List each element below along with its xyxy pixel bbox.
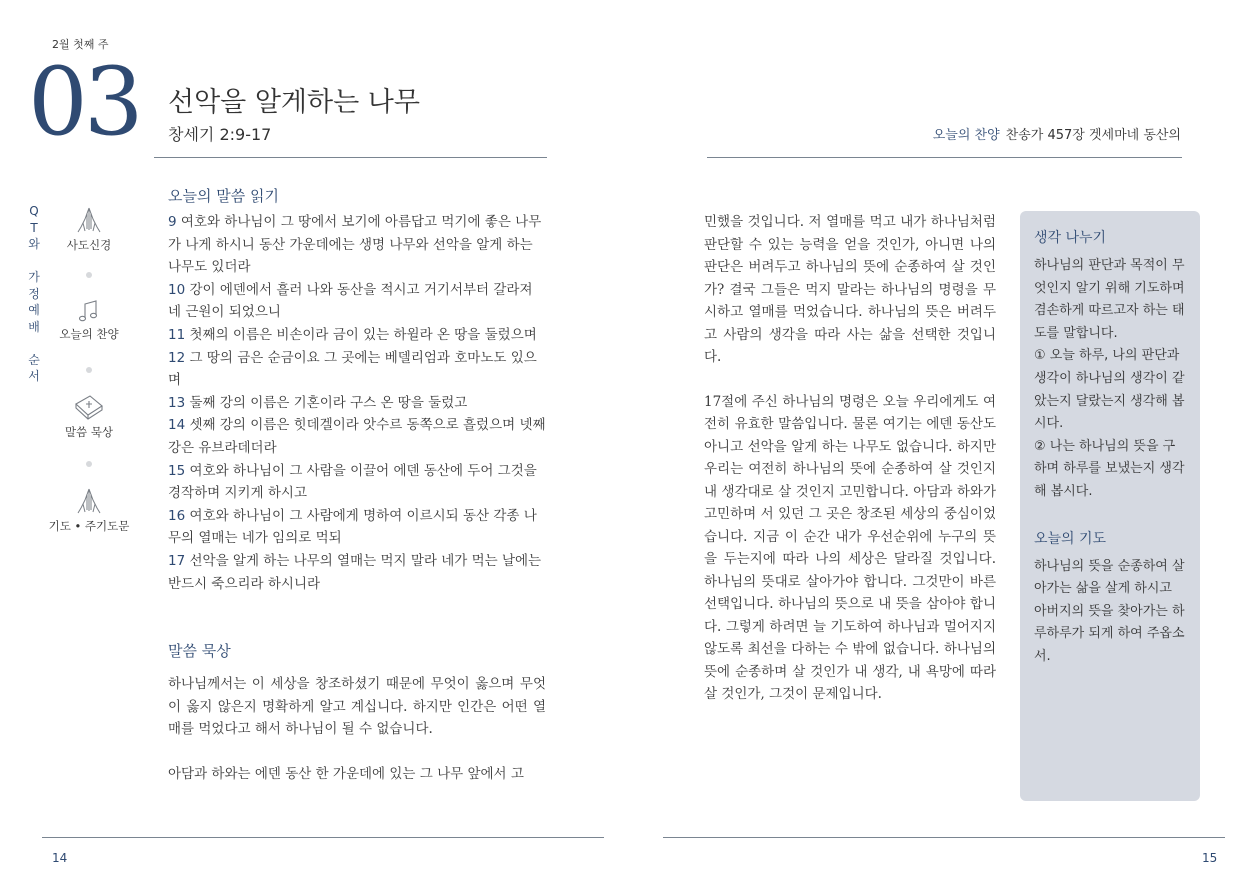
commentary-paragraph: 17절에 주신 하나님의 명령은 오늘 우리에게도 여전히 유효한 말씀입니다. 물론 여기는 에덴 동산도 아니고 선악을 알게 하는 나무도 없습니다. 하지만 우리는 여전히 하나님의 뜻에 순종하여 살 것인지 내 생각대로 살 것인지 고민합니다. 아담과 하와가 고민하며 서 있던 그 곳은 창조된 세상의 중심이었습니다. 지금 이 순간 내가 우선순위에 누구의 뜻을 두는지에 따라 나의 세상은 달라질 것입니다. 하나님의 뜻대로 살아가야 합니다. 그것만이 바른 선택입니다. 하나님의 뜻으로 내 뜻을 삼아야 합니다. 그렇게 하려면 늘 기도하여 하나님과 멀어지지 않도록 최선을 다하는 수 밖에 없습니다. 하나님의 뜻에 순종하며 살 것인가 내 생각, 내 욕망에 따라 살 것인가, 그것이 문제입니다. (704, 393, 996, 702)
vertical-label: Q T 와 가 정 예 배 순 서 (28, 204, 40, 383)
sidebar-item-meditation: 말씀 묵상 (44, 392, 134, 440)
commentary-paragraph: 민했을 것입니다. 저 열매를 먹고 내가 하나님처럼 판단할 수 있는 능력을 얻을 것인가, 아니면 나의 판단은 버려두고 하나님의 뜻에 순종하여 살 것인가? 결국 그들은 먹지 말라는 하나님의 명령을 무시하고 열매를 먹었습니다. 하나님의 뜻은 버려두고 사람의 생각을 따라 사는 삶을 선택한 것입니다. (704, 214, 996, 365)
prayer-heading: 오늘의 기도 (1034, 530, 1107, 547)
prayer-text: 하나님의 뜻을 순종하여 살아가는 삶을 살게 하시고 아버지의 뜻을 찾아가는 하루하루가 되게 하여 주옵소서. (1034, 558, 1185, 664)
sidebar-dot (86, 272, 92, 278)
verse: 9 여호와 하나님이 그 땅에서 보기에 아름답고 먹기에 좋은 나무가 나게 하시니 동산 가운데에는 생명 나무와 선악을 알게 하는 나무도 있더라 (168, 214, 542, 276)
commentary-body (704, 211, 996, 706)
sidebar-item-apostles-creed: 사도신경 (44, 205, 134, 253)
sidebar-item-hymn: 오늘의 찬양 (44, 298, 134, 342)
share-question: ② 나는 하나님의 뜻을 구하며 하루를 보냈는지 생각해 봅시다. (1034, 438, 1185, 499)
meditation-paragraph: 아담과 하와는 에덴 동산 한 가운데에 있는 그 나무 앞에서 고 (168, 765, 524, 782)
scripture-reference: 창세기 2:9-17 (168, 125, 272, 144)
title-divider (707, 157, 1182, 158)
praying-hands-icon (74, 486, 104, 516)
title-divider (154, 157, 547, 158)
page-number-left: 14 (52, 851, 68, 865)
page-number-right: 15 (1202, 851, 1218, 865)
hymn-label: 오늘의 찬양 (932, 128, 1000, 143)
page-title: 선악을 알게하는 나무 (168, 87, 420, 118)
share-heading: 생각 나누기 (1034, 230, 1107, 246)
sidebar-item-prayer: 기도 • 주기도문 (44, 486, 134, 534)
verse: 14 셋째 강의 이름은 힛데겔이라 앗수르 동쪽으로 흘렀으며 넷째 강은 유브라데더라 (168, 417, 546, 456)
bible-icon (72, 392, 106, 422)
meditation-heading: 말씀 묵상 (168, 642, 231, 660)
footer-divider (663, 837, 1225, 838)
meditation-body (168, 673, 546, 785)
share-intro: 하나님의 판단과 목적이 무엇인지 알기 위해 기도하며 겸손하게 따르고자 하는 태도를 말합니다. (1034, 258, 1185, 341)
week-label: 2월 첫째 주 (52, 38, 109, 51)
verse: 10 강이 에덴에서 흘러 나와 동산을 적시고 거기서부터 갈라져 네 근원이 되었으니 (168, 281, 533, 321)
todays-hymn (933, 124, 1181, 143)
reading-heading: 오늘의 말씀 읽기 (168, 187, 279, 205)
lesson-number: 03 (28, 48, 140, 157)
hymn-text: 찬송가 457장 겟세마네 동산의 (1005, 128, 1181, 143)
meditation-paragraph: 하나님께서는 이 세상을 창조하셨기 때문에 무엇이 옳으며 무엇이 옳지 않은지 명확하게 알고 계십니다. 하지만 인간은 어떤 열매를 먹었다고 해서 하나님이 될 수 없습니다. (168, 676, 546, 737)
sidebar-dot (86, 461, 92, 467)
verse: 11 첫째의 이름은 비손이라 금이 있는 하윌라 온 땅을 둘렀으며 (168, 326, 537, 343)
verse: 12 그 땅의 금은 순금이요 그 곳에는 베델리엄과 호마노도 있으며 (168, 349, 537, 389)
music-note-icon (74, 298, 104, 324)
sidebar-dot (86, 367, 92, 373)
sharing-panel (1020, 211, 1200, 801)
share-question: ① 오늘 하루, 나의 판단과 생각이 하나님의 생각이 같았는지 달랐는지 생각해 봅시다. (1034, 348, 1185, 432)
verse-list (168, 211, 546, 595)
verse: 13 둘째 강의 이름은 기혼이라 구스 온 땅을 둘렀고 (168, 394, 468, 411)
praying-hands-icon (74, 205, 104, 235)
footer-divider (42, 837, 604, 838)
verse: 15 여호와 하나님이 그 사람을 이끌어 에덴 동산에 두어 그것을 경작하며 지키게 하시고 (168, 462, 537, 502)
verse: 17 선악을 알게 하는 나무의 열매는 먹지 말라 네가 먹는 날에는 반드시 죽으리라 하시니라 (168, 552, 542, 592)
verse: 16 여호와 하나님이 그 사람에게 명하여 이르시되 동산 각종 나무의 열매는 네가 임의로 먹되 (168, 507, 537, 547)
